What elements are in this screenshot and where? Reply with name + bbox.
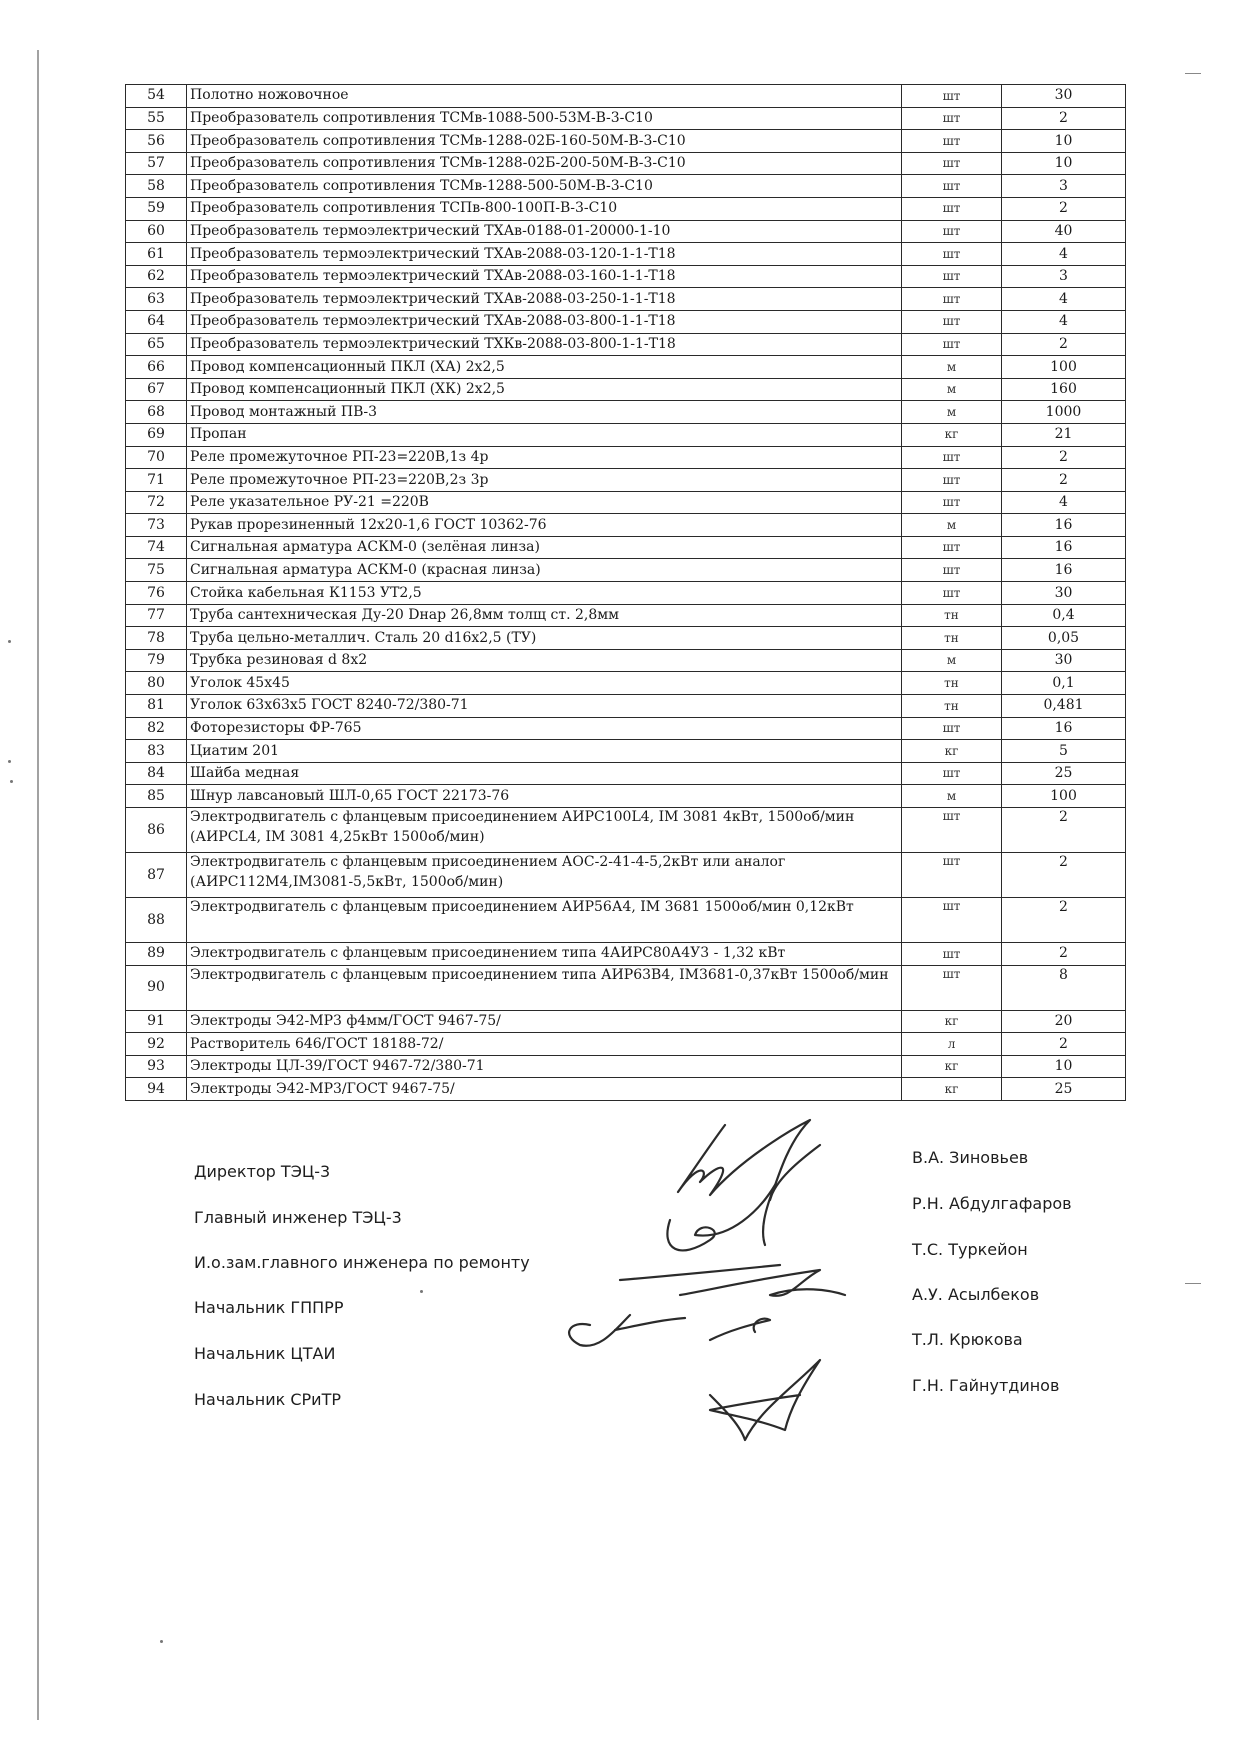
item-unit: кг xyxy=(902,1078,1002,1101)
item-quantity: 2 xyxy=(1002,469,1126,492)
signatory-title: И.о.зам.главного инженера по ремонту xyxy=(194,1253,530,1272)
item-name: Электродвигатель с фланцевым присоединением АИРС100L4, IM 3081 4кВт, 1500об/мин (АИРСL4, IM 3081 4,25кВт 1500об/мин) xyxy=(187,808,902,853)
item-quantity: 16 xyxy=(1002,536,1126,559)
item-name: Шнур лавсановый ШЛ-0,65 ГОСТ 22173-76 xyxy=(187,785,902,808)
item-name: Шайба медная xyxy=(187,762,902,785)
item-quantity: 3 xyxy=(1002,175,1126,198)
item-name: Преобразователь сопротивления ТСМв-1288-500-50М-В-3-С10 xyxy=(187,175,902,198)
item-name: Реле промежуточное РП-23=220В,2з 3р xyxy=(187,469,902,492)
item-unit: шт xyxy=(902,717,1002,740)
item-quantity: 100 xyxy=(1002,785,1126,808)
table-row xyxy=(126,130,1126,153)
item-unit: м xyxy=(902,356,1002,379)
item-unit: м xyxy=(902,378,1002,401)
table-row xyxy=(126,469,1126,492)
item-name: Электродвигатель с фланцевым присоединением типа АИР63В4, IM3681-0,37кВт 1500об/мин xyxy=(187,965,902,1010)
item-quantity: 30 xyxy=(1002,582,1126,605)
signatory-name: Г.Н. Гайнутдинов xyxy=(912,1376,1060,1395)
item-name: Преобразователь сопротивления ТСМв-1288-02Б-160-50М-В-3-С10 xyxy=(187,130,902,153)
table-row xyxy=(126,333,1126,356)
item-unit: шт xyxy=(902,243,1002,266)
scan-speck xyxy=(1185,73,1201,74)
item-quantity: 10 xyxy=(1002,1055,1126,1078)
item-unit: шт xyxy=(902,943,1002,966)
table-row xyxy=(126,853,1126,898)
table-row xyxy=(126,514,1126,537)
row-number: 58 xyxy=(126,175,187,198)
item-quantity: 30 xyxy=(1002,85,1126,108)
item-name: Преобразователь термоэлектрический ТХАв-2088-03-120-1-1-Т18 xyxy=(187,243,902,266)
item-unit: шт xyxy=(902,152,1002,175)
item-quantity: 4 xyxy=(1002,491,1126,514)
table-row xyxy=(126,107,1126,130)
row-number: 61 xyxy=(126,243,187,266)
row-number: 73 xyxy=(126,514,187,537)
table-row xyxy=(126,401,1126,424)
row-number: 69 xyxy=(126,423,187,446)
item-unit: м xyxy=(902,785,1002,808)
signature-ctai xyxy=(710,1319,770,1340)
item-quantity: 16 xyxy=(1002,559,1126,582)
table-row xyxy=(126,243,1126,266)
item-unit: шт xyxy=(902,469,1002,492)
handwritten-signatures xyxy=(560,1100,920,1460)
signatory-name: А.У. Асылбеков xyxy=(912,1285,1040,1304)
item-quantity: 2 xyxy=(1002,446,1126,469)
table-row xyxy=(126,740,1126,763)
item-name: Преобразователь сопротивления ТСПв-800-100П-В-3-С10 xyxy=(187,197,902,220)
item-unit: шт xyxy=(902,130,1002,153)
row-number: 88 xyxy=(126,898,187,943)
row-number: 65 xyxy=(126,333,187,356)
table-row xyxy=(126,175,1126,198)
item-unit: шт xyxy=(902,582,1002,605)
table-row xyxy=(126,627,1126,650)
item-unit: л xyxy=(902,1033,1002,1056)
item-name: Уголок 63х63х5 ГОСТ 8240-72/380-71 xyxy=(187,695,902,718)
item-name: Пропан xyxy=(187,423,902,446)
item-quantity: 40 xyxy=(1002,220,1126,243)
item-unit: шт xyxy=(902,446,1002,469)
signature-director xyxy=(678,1120,820,1200)
item-unit: м xyxy=(902,649,1002,672)
row-number: 91 xyxy=(126,1010,187,1033)
item-quantity: 4 xyxy=(1002,243,1126,266)
item-unit: шт xyxy=(902,220,1002,243)
scan-speck xyxy=(8,760,11,763)
item-quantity: 2 xyxy=(1002,853,1126,898)
signatory-title: Главный инженер ТЭЦ-3 xyxy=(194,1208,402,1227)
item-quantity: 25 xyxy=(1002,762,1126,785)
row-number: 54 xyxy=(126,85,187,108)
table-row xyxy=(126,559,1126,582)
item-quantity: 0,1 xyxy=(1002,672,1126,695)
item-name: Преобразователь термоэлектрический ТХАв-2088-03-250-1-1-Т18 xyxy=(187,288,902,311)
signatory-title: Начальник ЦТАИ xyxy=(194,1344,336,1363)
row-number: 93 xyxy=(126,1055,187,1078)
table-row xyxy=(126,491,1126,514)
item-name: Сигнальная арматура АСКМ-0 (зелёная линза) xyxy=(187,536,902,559)
item-unit: кг xyxy=(902,423,1002,446)
item-quantity: 1000 xyxy=(1002,401,1126,424)
item-name: Преобразователь термоэлектрический ТХАв-0188-01-20000-1-10 xyxy=(187,220,902,243)
item-unit: шт xyxy=(902,491,1002,514)
signature-deputy xyxy=(680,1270,845,1296)
row-number: 77 xyxy=(126,604,187,627)
item-name: Растворитель 646/ГОСТ 18188-72/ xyxy=(187,1033,902,1056)
item-unit: шт xyxy=(902,310,1002,333)
row-number: 64 xyxy=(126,310,187,333)
row-number: 83 xyxy=(126,740,187,763)
item-unit: тн xyxy=(902,627,1002,650)
item-quantity: 4 xyxy=(1002,310,1126,333)
item-name: Трубка резиновая d 8х2 xyxy=(187,649,902,672)
item-name: Реле указательное РУ-21 =220В xyxy=(187,491,902,514)
table-row xyxy=(126,378,1126,401)
item-name: Полотно ножовочное xyxy=(187,85,902,108)
item-name: Электроды Э42-МР3 ф4мм/ГОСТ 9467-75/ xyxy=(187,1010,902,1033)
item-unit: шт xyxy=(902,965,1002,1010)
items-table-body xyxy=(126,85,1126,1101)
item-quantity: 3 xyxy=(1002,265,1126,288)
table-row xyxy=(126,152,1126,175)
table-row xyxy=(126,695,1126,718)
item-name: Электродвигатель с фланцевым присоединением АИР56А4, IM 3681 1500об/мин 0,12кВт xyxy=(187,898,902,943)
row-number: 89 xyxy=(126,943,187,966)
item-quantity: 0,4 xyxy=(1002,604,1126,627)
row-number: 56 xyxy=(126,130,187,153)
item-quantity: 16 xyxy=(1002,717,1126,740)
signatory-name: Т.С. Туркейон xyxy=(912,1240,1028,1259)
item-name: Провод компенсационный ПКЛ (ХА) 2х2,5 xyxy=(187,356,902,379)
table-row xyxy=(126,808,1126,853)
row-number: 62 xyxy=(126,265,187,288)
item-name: Преобразователь термоэлектрический ТХКв-2088-03-800-1-1-Т18 xyxy=(187,333,902,356)
table-row xyxy=(126,356,1126,379)
row-number: 94 xyxy=(126,1078,187,1101)
row-number: 71 xyxy=(126,469,187,492)
item-unit: шт xyxy=(902,197,1002,220)
item-unit: м xyxy=(902,514,1002,537)
row-number: 75 xyxy=(126,559,187,582)
table-row xyxy=(126,965,1126,1010)
scan-edge-line xyxy=(37,50,39,1720)
row-number: 82 xyxy=(126,717,187,740)
item-quantity: 2 xyxy=(1002,943,1126,966)
row-number: 87 xyxy=(126,853,187,898)
item-quantity: 2 xyxy=(1002,197,1126,220)
signatory-title: Начальник СРиТР xyxy=(194,1390,341,1409)
item-name: Преобразователь термоэлектрический ТХАв-2088-03-800-1-1-Т18 xyxy=(187,310,902,333)
table-row xyxy=(126,762,1126,785)
row-number: 72 xyxy=(126,491,187,514)
table-row xyxy=(126,1033,1126,1056)
row-number: 67 xyxy=(126,378,187,401)
item-name: Сигнальная арматура АСКМ-0 (красная линза) xyxy=(187,559,902,582)
item-quantity: 160 xyxy=(1002,378,1126,401)
item-name: Реле промежуточное РП-23=220В,1з 4р xyxy=(187,446,902,469)
item-unit: кг xyxy=(902,1010,1002,1033)
signatory-name: В.А. Зиновьев xyxy=(912,1148,1029,1167)
item-quantity: 5 xyxy=(1002,740,1126,763)
row-number: 79 xyxy=(126,649,187,672)
item-name: Фоторезисторы ФР-765 xyxy=(187,717,902,740)
table-row xyxy=(126,265,1126,288)
item-quantity: 4 xyxy=(1002,288,1126,311)
item-unit: кг xyxy=(902,1055,1002,1078)
item-unit: шт xyxy=(902,808,1002,853)
item-quantity: 30 xyxy=(1002,649,1126,672)
row-number: 85 xyxy=(126,785,187,808)
item-quantity: 10 xyxy=(1002,130,1126,153)
item-name: Электродвигатель с фланцевым присоединением типа 4АИРС80А4У3 - 1,32 кВт xyxy=(187,943,902,966)
item-quantity: 21 xyxy=(1002,423,1126,446)
item-quantity: 2 xyxy=(1002,107,1126,130)
item-name: Стойка кабельная К1153 УТ2,5 xyxy=(187,582,902,605)
row-number: 86 xyxy=(126,808,187,853)
table-row xyxy=(126,536,1126,559)
row-number: 59 xyxy=(126,197,187,220)
item-quantity: 2 xyxy=(1002,898,1126,943)
item-quantity: 10 xyxy=(1002,152,1126,175)
row-number: 63 xyxy=(126,288,187,311)
row-number: 92 xyxy=(126,1033,187,1056)
table-row xyxy=(126,604,1126,627)
item-name: Уголок 45х45 xyxy=(187,672,902,695)
item-unit: тн xyxy=(902,672,1002,695)
item-name: Преобразователь сопротивления ТСМв-1088-500-53М-В-3-С10 xyxy=(187,107,902,130)
item-unit: шт xyxy=(902,85,1002,108)
row-number: 78 xyxy=(126,627,187,650)
item-quantity: 2 xyxy=(1002,333,1126,356)
item-name: Преобразователь термоэлектрический ТХАв-2088-03-160-1-1-Т18 xyxy=(187,265,902,288)
item-unit: шт xyxy=(902,333,1002,356)
item-unit: шт xyxy=(902,265,1002,288)
item-unit: шт xyxy=(902,107,1002,130)
items-table xyxy=(125,84,1126,1101)
scan-speck xyxy=(420,1290,423,1293)
row-number: 60 xyxy=(126,220,187,243)
scan-speck xyxy=(8,640,11,643)
table-row xyxy=(126,672,1126,695)
signatory-title: Директор ТЭЦ-3 xyxy=(194,1162,331,1181)
table-row xyxy=(126,943,1126,966)
row-number: 66 xyxy=(126,356,187,379)
table-row xyxy=(126,717,1126,740)
row-number: 84 xyxy=(126,762,187,785)
item-unit: шт xyxy=(902,175,1002,198)
item-quantity: 2 xyxy=(1002,808,1126,853)
signatory-title: Начальник ГППРР xyxy=(194,1298,344,1317)
item-name: Электроды Э42-МР3/ГОСТ 9467-75/ xyxy=(187,1078,902,1101)
item-quantity: 0,481 xyxy=(1002,695,1126,718)
item-unit: шт xyxy=(902,853,1002,898)
item-quantity: 25 xyxy=(1002,1078,1126,1101)
item-unit: шт xyxy=(902,559,1002,582)
signature-sritr xyxy=(710,1360,820,1440)
item-name: Циатим 201 xyxy=(187,740,902,763)
item-name: Электроды ЦЛ-39/ГОСТ 9467-72/380-71 xyxy=(187,1055,902,1078)
table-row xyxy=(126,649,1126,672)
item-unit: шт xyxy=(902,536,1002,559)
row-number: 80 xyxy=(126,672,187,695)
signature-gpprr xyxy=(569,1315,685,1346)
item-name: Труба сантехническая Ду-20 Dнар 26,8мм толщ ст. 2,8мм xyxy=(187,604,902,627)
table-row xyxy=(126,220,1126,243)
table-row xyxy=(126,582,1126,605)
item-quantity: 16 xyxy=(1002,514,1126,537)
item-quantity: 20 xyxy=(1002,1010,1126,1033)
row-number: 55 xyxy=(126,107,187,130)
signatory-name: Т.Л. Крюкова xyxy=(912,1330,1023,1349)
item-quantity: 100 xyxy=(1002,356,1126,379)
row-number: 81 xyxy=(126,695,187,718)
item-name: Труба цельно-металлич. Сталь 20 d16х2,5 (ТУ) xyxy=(187,627,902,650)
table-row xyxy=(126,288,1126,311)
table-row xyxy=(126,1010,1126,1033)
item-name: Электродвигатель с фланцевым присоединением АОС-2-41-4-5,2кВт или аналог (АИРС112М4,IM3081-5,5кВт, 1500об/мин) xyxy=(187,853,902,898)
table-row xyxy=(126,197,1126,220)
item-unit: тн xyxy=(902,695,1002,718)
item-unit: тн xyxy=(902,604,1002,627)
scan-speck xyxy=(1185,1283,1201,1284)
item-unit: кг xyxy=(902,740,1002,763)
table-row xyxy=(126,423,1126,446)
item-quantity: 0,05 xyxy=(1002,627,1126,650)
item-name: Преобразователь сопротивления ТСМв-1288-02Б-200-50М-В-3-С10 xyxy=(187,152,902,175)
row-number: 74 xyxy=(126,536,187,559)
item-name: Провод монтажный ПВ-3 xyxy=(187,401,902,424)
item-unit: шт xyxy=(902,288,1002,311)
scan-speck xyxy=(10,780,13,783)
item-quantity: 8 xyxy=(1002,965,1126,1010)
table-row xyxy=(126,85,1126,108)
row-number: 68 xyxy=(126,401,187,424)
row-number: 76 xyxy=(126,582,187,605)
item-quantity: 2 xyxy=(1002,1033,1126,1056)
item-name: Провод компенсационный ПКЛ (ХК) 2х2,5 xyxy=(187,378,902,401)
table-row xyxy=(126,446,1126,469)
row-number: 70 xyxy=(126,446,187,469)
table-row xyxy=(126,898,1126,943)
item-unit: м xyxy=(902,401,1002,424)
item-name: Рукав прорезиненный 12х20-1,6 ГОСТ 10362-76 xyxy=(187,514,902,537)
table-row xyxy=(126,310,1126,333)
signature-chief-engineer xyxy=(620,1185,780,1280)
table-row xyxy=(126,1078,1126,1101)
table-row xyxy=(126,785,1126,808)
table-row xyxy=(126,1055,1126,1078)
row-number: 57 xyxy=(126,152,187,175)
item-unit: шт xyxy=(902,898,1002,943)
item-unit: шт xyxy=(902,762,1002,785)
signatory-name: Р.Н. Абдулгафаров xyxy=(912,1194,1072,1213)
row-number: 90 xyxy=(126,965,187,1010)
scan-speck xyxy=(160,1640,163,1643)
